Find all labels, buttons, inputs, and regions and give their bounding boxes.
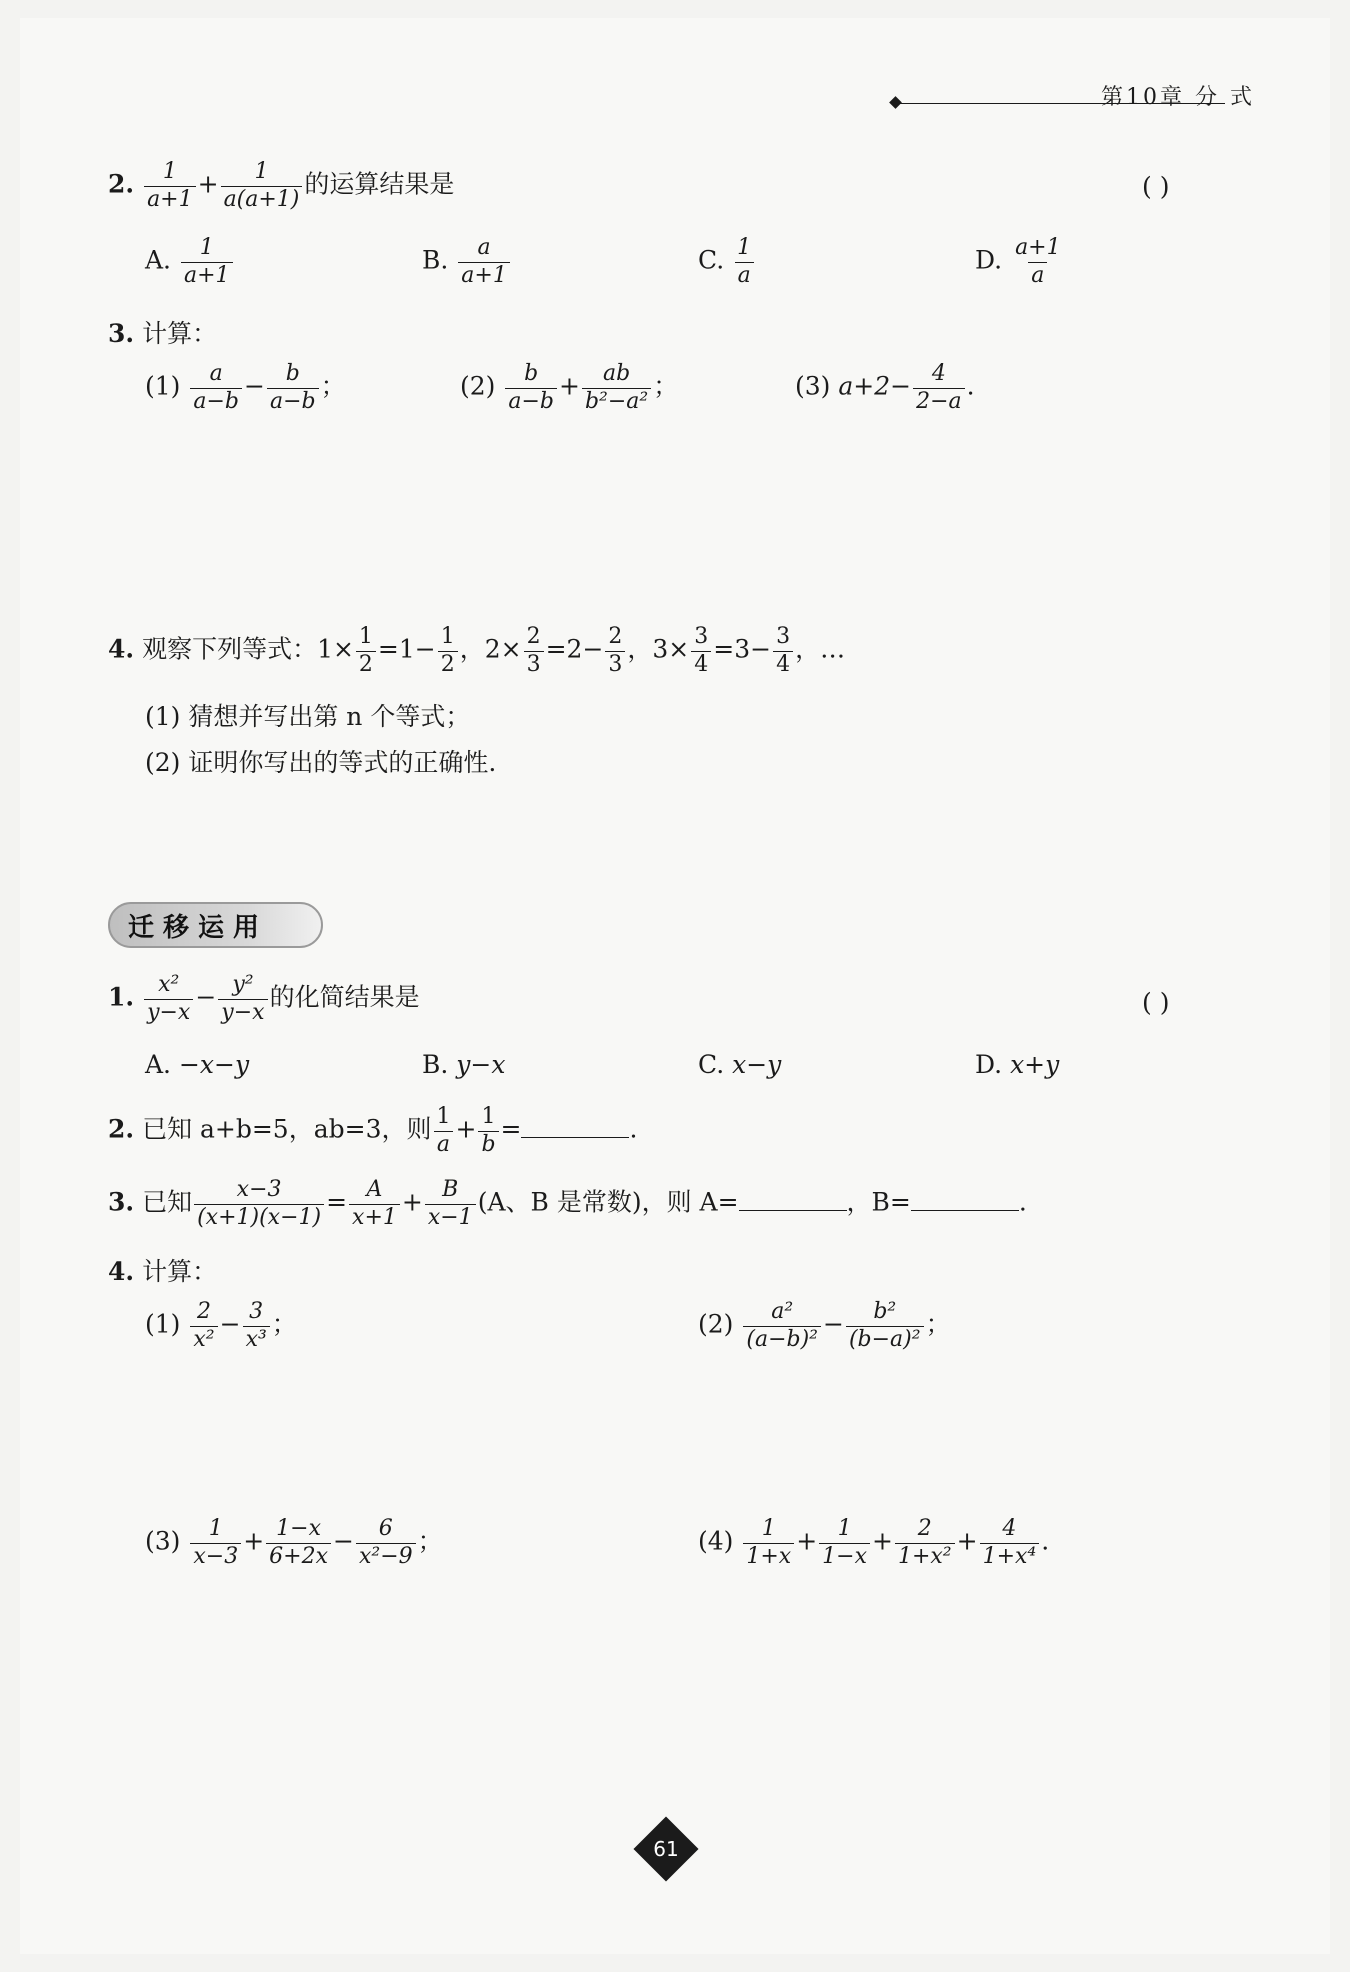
- question-p2-q1: 1. $\frac{\text{x²}}{y-x}$ − $\frac{\text{y²}}{y-x}$ 的化简结果是: [108, 972, 420, 1025]
- option-d: D. x+y: [975, 1050, 1060, 1079]
- section-title: 迁移运用: [108, 902, 323, 948]
- header-rule: [900, 103, 1225, 104]
- p2-q4-part-3: (3) $\frac{1}{x-3}$ + $\frac{1-x}{6+2x}$ − $\frac{6}{\text{x²−9}}$ ；: [145, 1516, 443, 1569]
- question-p2-q3: 3. 已知 $\frac{x-3}{(x+1)(x-1)}$ = $\frac{A}{x+1}$ + $\frac{B}{x-1}$ (A、B 是常数)，则 A= ，B= .: [108, 1177, 1027, 1230]
- question-p1-q4: 4. 观察下列等式：1× $\frac{1}{2}$ =1− $\frac{1}{2}$ ，2× $\frac{2}{3}$ =2− $\frac{2}{3}$ ，3× $\frac{3}{4}$ =3− $\frac{3}{4}$ ，…: [108, 624, 846, 677]
- option-c: C. $\frac{1}{a}$: [698, 236, 756, 288]
- q3-part-3: (3) a+2− $\frac{4}{2-a}$ .: [795, 361, 975, 414]
- p2-q4-part-1: (1) $\frac{2}{\text{x²}}$ − $\frac{3}{\text{x³}}$ ；: [145, 1299, 297, 1352]
- page-number: 61: [653, 1837, 679, 1861]
- answer-bracket: ( ): [1142, 988, 1170, 1017]
- answer-bracket: ( ): [1142, 172, 1170, 201]
- answer-blank-a[interactable]: [739, 1190, 847, 1211]
- q3-part-1: (1) $\frac{a}{a-b}$ − $\frac{b}{a-b}$ ；: [145, 361, 346, 414]
- option-b: B. $\frac{a}{a+1}$: [422, 236, 512, 288]
- answer-blank[interactable]: [521, 1117, 629, 1138]
- option-b: B. y−x: [422, 1050, 506, 1079]
- option-a: A. −x−y: [145, 1050, 250, 1079]
- question-p2-q4: 4. 计算：: [108, 1257, 218, 1286]
- q4-sub-2: (2) 证明你写出的等式的正确性.: [145, 748, 497, 777]
- answer-blank-b[interactable]: [911, 1190, 1019, 1211]
- question-p1-q2: 2. $\frac{1}{a+1}$ + $\frac{1}{a(a+1)}$ 的运算结果是: [108, 159, 455, 212]
- option-d: D. $\frac{a+1}{a}$: [975, 235, 1061, 288]
- fraction: $\frac{1}{a+1}$: [144, 160, 196, 212]
- question-p1-q3: 3. 计算：: [108, 319, 218, 348]
- chapter-header: 第10章 分 式: [1101, 85, 1255, 110]
- p2-q4-part-4: (4) $\frac{1}{1+x}$ + $\frac{1}{1-x}$ + $\frac{2}{\text{1+x²}}$ + $\frac{4}{\text{1+x⁴}}$ .: [698, 1516, 1050, 1569]
- option-a: A. $\frac{1}{a+1}$: [145, 236, 235, 288]
- q4-sub-1: (1) 猜想并写出第 n 个等式；: [145, 702, 471, 731]
- q3-part-2: (2) $\frac{b}{a-b}$ + $\frac{ab}{\text{b²−a²}}$ ；: [460, 361, 679, 414]
- p2-q4-part-2: (2) $\frac{\text{a²}}{\text{(a−b)²}}$ − $\frac{\text{b²}}{\text{(b−a)²}}$ ；: [698, 1299, 951, 1352]
- option-c: C. x−y: [698, 1050, 782, 1079]
- fraction: $\frac{1}{a(a+1)}$: [221, 160, 303, 212]
- question-p2-q2: 2. 已知 a+b=5，ab=3，则 $\frac{1}{a}$ + $\frac{1}{b}$ = .: [108, 1104, 638, 1157]
